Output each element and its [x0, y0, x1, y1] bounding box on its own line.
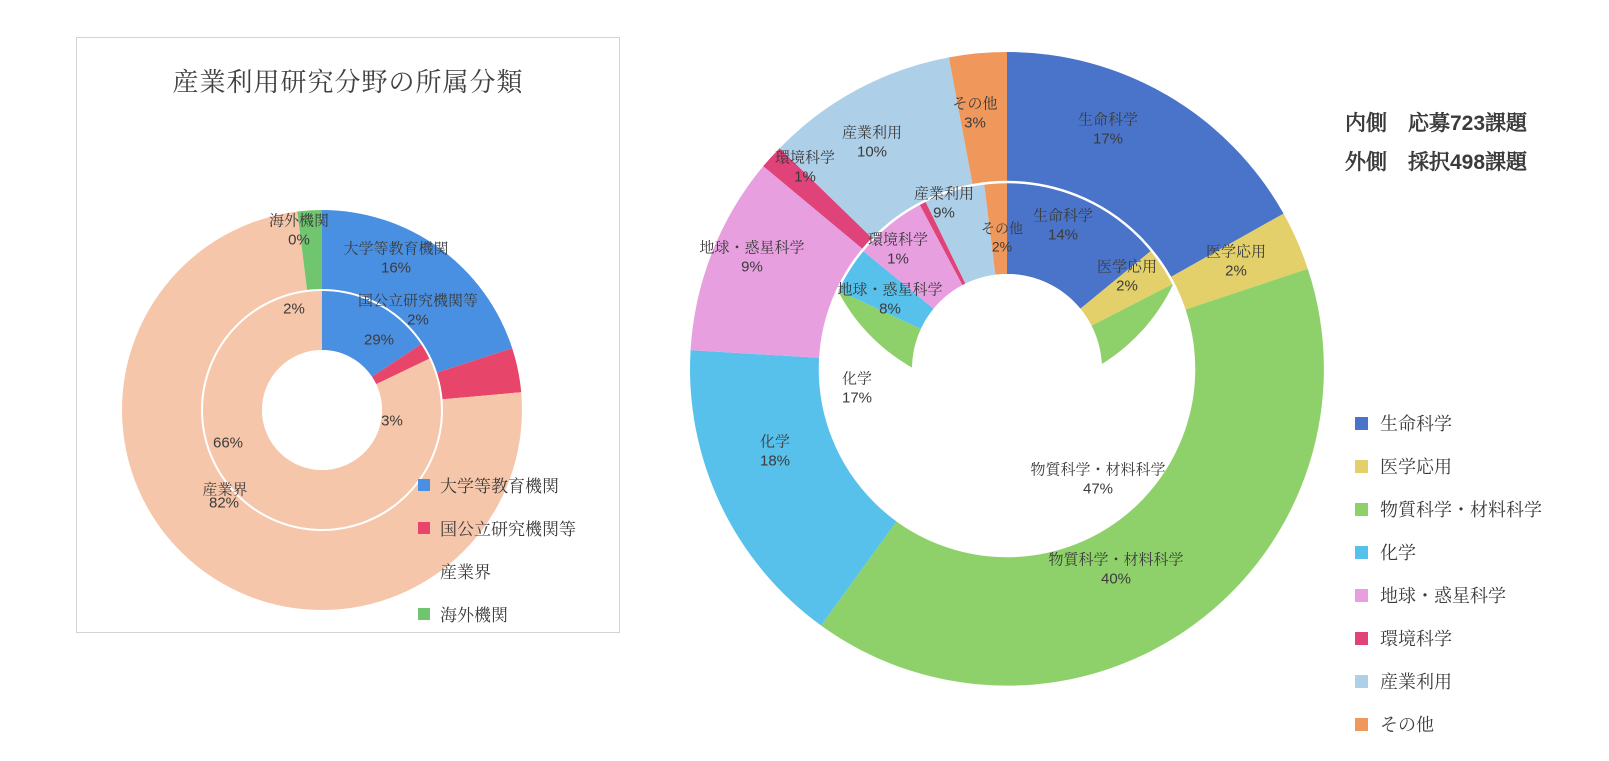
legend-label: 国公立研究機関等 [440, 520, 576, 539]
label-materials-inner: 物質科学・材料科学 47% [1030, 461, 1166, 497]
legend-item-medical [1355, 453, 1542, 479]
legend-swatch-icon [1355, 718, 1368, 731]
label-overseas-inner: 海外機関 0% [268, 212, 330, 248]
left-legend [418, 472, 576, 644]
label-industrial-use-inner: 産業利用 9% [913, 185, 975, 221]
legend-item-industrial-use [1355, 668, 1542, 694]
legend-item-others [1355, 711, 1542, 737]
label-medical-outer: 医学応用 2% [1205, 243, 1267, 279]
legend-item-industry [418, 558, 576, 583]
legend-item-materials [1355, 496, 1542, 522]
legend-item-environment [1355, 625, 1542, 651]
label-public-institute-outer: 3% [381, 412, 403, 430]
right-legend [1355, 410, 1542, 754]
legend-label: 産業利用 [1380, 672, 1452, 692]
legend-swatch-icon [1355, 589, 1368, 602]
legend-label: 大学等教育機関 [440, 477, 559, 496]
legend-swatch-icon [418, 565, 430, 577]
legend-swatch-icon [1355, 632, 1368, 645]
inner-hole [912, 274, 1102, 464]
label-others-outer: その他 3% [952, 95, 998, 131]
legend-label: 地球・惑星科学 [1380, 586, 1506, 606]
label-environment-outer: 環境科学 1% [774, 149, 836, 185]
label-earth-planetary-outer: 地球・惑星科学 9% [699, 239, 805, 275]
legend-label: 生命科学 [1380, 414, 1452, 434]
label-public-institute-inner: 国公立研究機関等 2% [357, 292, 479, 328]
inner-hole [262, 350, 382, 470]
legend-label: 環境科学 [1380, 629, 1452, 649]
legend-item-university [418, 472, 576, 497]
legend-swatch-icon [1355, 460, 1368, 473]
legend-item-chemistry [1355, 539, 1542, 565]
legend-item-public-institute [418, 515, 576, 540]
label-industrial-use-outer: 産業利用 10% [841, 124, 903, 160]
legend-swatch-icon [1355, 546, 1368, 559]
label-chemistry-outer: 化学 18% [759, 433, 791, 469]
label-others-inner: その他 2% [981, 220, 1023, 254]
legend-label: 化学 [1380, 543, 1416, 563]
legend-label: 産業界 [440, 563, 491, 582]
right-donut-svg [690, 52, 1324, 686]
label-life-science-outer: 生命科学 17% [1077, 111, 1139, 147]
legend-swatch-icon [418, 522, 430, 534]
legend-item-overseas [418, 601, 576, 626]
legend-swatch-icon [1355, 675, 1368, 688]
legend-item-earth-planetary [1355, 582, 1542, 608]
label-chemistry-inner: 化学 17% [841, 370, 873, 406]
label-overseas-outer: 2% [283, 300, 305, 318]
label-university-outer: 29% [363, 331, 395, 349]
legend-swatch-icon [1355, 503, 1368, 516]
legend-label: その他 [1380, 715, 1434, 735]
label-industry-inner: 82% [208, 494, 240, 512]
label-environment-inner: 環境科学 1% [867, 231, 929, 267]
label-medical-inner: 医学応用 2% [1096, 258, 1158, 294]
label-earth-planetary-inner: 地球・惑星科学 8% [837, 281, 943, 317]
legend-swatch-icon [418, 608, 430, 620]
chart-notes [1345, 105, 1527, 183]
label-university-inner: 大学等教育機関 16% [343, 240, 449, 276]
note-outer: 外側 採択498課題 [1345, 150, 1528, 174]
right-donut-chart [690, 52, 1324, 686]
label-life-science-inner: 生命科学 14% [1032, 207, 1094, 243]
legend-label: 海外機関 [440, 606, 508, 625]
note-inner: 内側 応募723課題 [1345, 112, 1528, 135]
label-industry-outer: 66% [212, 434, 244, 452]
legend-item-life-science [1355, 410, 1542, 436]
page-title: 産業利用研究分野の所属分類 [172, 67, 524, 97]
legend-label: 物質科学・材料科学 [1380, 500, 1542, 520]
legend-label: 医学応用 [1380, 457, 1452, 477]
label-materials-outer: 物質科学・材料科学 40% [1048, 551, 1184, 587]
legend-swatch-icon [1355, 417, 1368, 430]
label-industry-name: 産業界 [202, 481, 248, 499]
legend-swatch-icon [418, 479, 430, 491]
